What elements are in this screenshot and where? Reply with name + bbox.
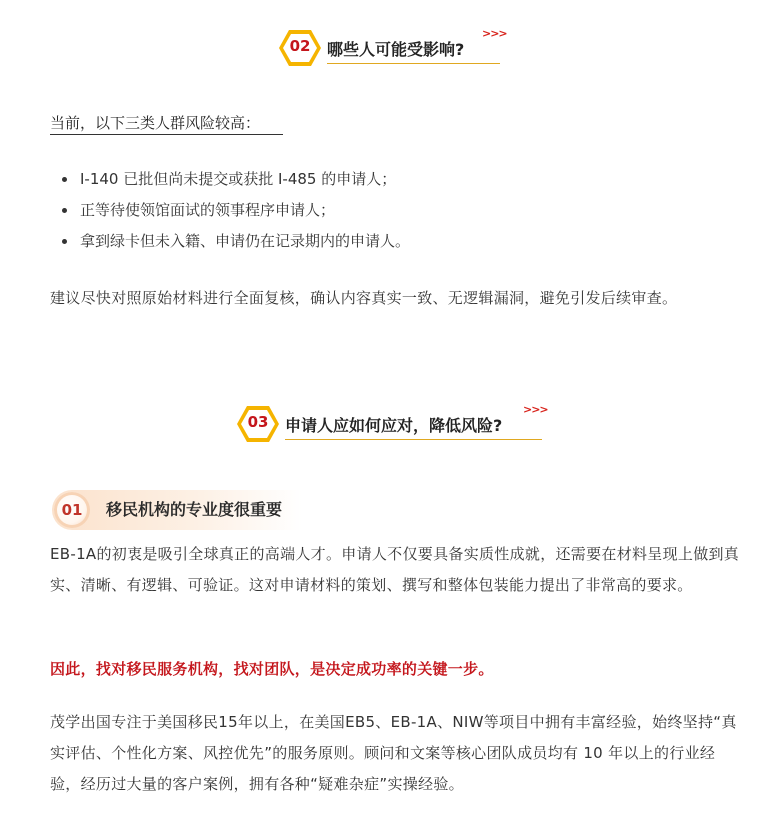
section-title: 哪些人可能受影响? — [327, 40, 465, 59]
body-paragraph: EB-1A的初衷是吸引全球真正的高端人才。申请人不仅要具备实质性成就，还需要在材料呈现上做到真实、清晰、有逻辑、可验证。这对申请材料的策划、撰写和整体包装能力提出了非常高的要求。 — [50, 545, 740, 594]
section-number: 02 — [289, 37, 311, 55]
section-underline — [285, 439, 542, 440]
section-title: 申请人应如何应对，降低风险? — [285, 416, 503, 435]
subsection-title: 移民机构的专业度很重要 — [106, 500, 283, 519]
list-item: 拿到绿卡但未入籍、申请仍在记录期内的申请人。 — [50, 226, 740, 257]
list-item: I-140 已批但尚未提交或获批 I-485 的申请人； — [50, 164, 740, 195]
chevrons-icon: >>> — [523, 403, 548, 416]
list-item: 正等待使领馆面试的领事程序申请人； — [50, 195, 740, 226]
highlight-text: 因此，找对移民服务机构，找对团队，是决定成功率的关键一步。 — [50, 660, 494, 678]
chevrons-icon: >>> — [482, 27, 507, 40]
subsection-number: 01 — [54, 492, 90, 528]
company-paragraph: 茂学出国专注于美国移民15年以上，在美国EB5、EB-1A、NIW等项目中拥有丰富经验，始终坚持“真实评估、个性化方案、风控优先”的服务原则。顾问和文案等核心团队成员均有 10 年以上的行业经验，经历过大量的客户案例，拥有各种“疑难杂症”实操经验。 — [50, 713, 737, 793]
intro-text: 当前，以下三类人群风险较高： — [50, 114, 261, 132]
section-03-header — [236, 404, 280, 448]
section-02-header — [278, 28, 322, 72]
risk-list — [50, 164, 740, 257]
section-underline — [327, 63, 500, 64]
advice-paragraph: 建议尽快对照原始材料进行全面复核，确认内容真实一致、无逻辑漏洞，避免引发后续审查。 — [50, 289, 678, 307]
intro-underline — [50, 134, 283, 135]
section-number: 03 — [247, 413, 269, 431]
